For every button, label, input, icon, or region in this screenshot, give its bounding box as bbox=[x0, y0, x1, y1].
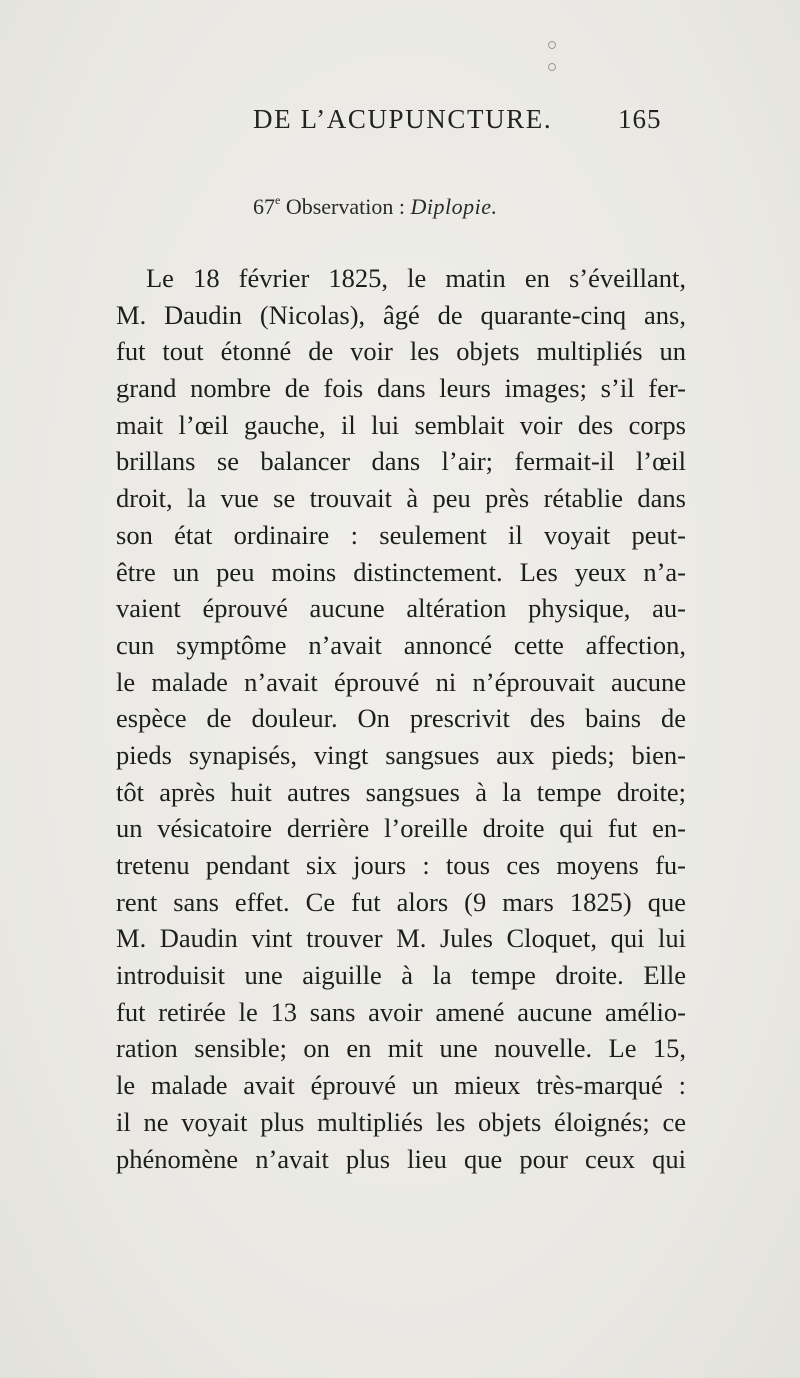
observation-label: Observation : bbox=[285, 194, 405, 219]
text-line: il ne voyait plus multipliés les objets éloignés; ce bbox=[116, 1106, 686, 1137]
paper-speck bbox=[548, 41, 556, 49]
paragraph bbox=[116, 260, 686, 1177]
text-line: droit, la vue se trouvait à peu près rétablie dans bbox=[116, 483, 686, 514]
text-line: ration sensible; on en mit une nouvelle. Le 15, bbox=[116, 1033, 686, 1064]
page-number: 165 bbox=[618, 104, 662, 134]
text-line: Le 18 février 1825, le matin en s’éveillant, bbox=[146, 263, 686, 293]
text-line: M. Daudin vint trouver M. Jules Cloquet, qui lui bbox=[116, 923, 686, 954]
observation-subject: Diplopie. bbox=[410, 194, 498, 219]
observation-heading bbox=[253, 194, 497, 220]
text-line: son état ordinaire : seulement il voyait peut- bbox=[116, 519, 686, 550]
text-line: fut retirée le 13 sans avoir amené aucune amélio- bbox=[116, 996, 686, 1027]
paper-speck bbox=[548, 63, 556, 71]
observation-number-suffix: e bbox=[275, 192, 281, 207]
text-line: cun symptôme n’avait annoncé cette affection, bbox=[116, 629, 686, 660]
observation-number: 67 bbox=[253, 194, 275, 219]
text-line: grand nombre de fois dans leurs images; s’il fer- bbox=[116, 373, 686, 404]
text-line: le malade avait éprouvé un mieux très-marqué : bbox=[116, 1070, 686, 1101]
text-line: espèce de douleur. On prescrivit des bains de bbox=[116, 703, 686, 734]
text-line: phénomène n’avait plus lieu que pour ceux qui bbox=[116, 1143, 686, 1174]
text-line: mait l’œil gauche, il lui semblait voir des corps bbox=[116, 409, 686, 440]
text-line: fut tout étonné de voir les objets multipliés un bbox=[116, 336, 686, 367]
text-line: pieds synapisés, vingt sangsues aux pieds; bien- bbox=[116, 739, 686, 770]
text-line: introduisit une aiguille à la tempe droite. Elle bbox=[116, 960, 686, 991]
text-line: un vésicatoire derrière l’oreille droite qui fut en- bbox=[116, 813, 686, 844]
running-head bbox=[0, 104, 800, 140]
text-line: le malade n’avait éprouvé ni n’éprouvait aucune bbox=[116, 666, 686, 697]
text-line: tôt après huit autres sangsues à la tempe droite; bbox=[116, 776, 686, 807]
text-line: être un peu moins distinctement. Les yeux n’a- bbox=[116, 556, 686, 587]
text-line: tretenu pendant six jours : tous ces moyens fu- bbox=[116, 850, 686, 880]
running-title: DE L’ACUPUNCTURE. bbox=[253, 104, 553, 134]
text-line: M. Daudin (Nicolas), âgé de quarante-cinq ans, bbox=[116, 299, 686, 330]
text-line: vaient éprouvé aucune altération physique, au- bbox=[116, 593, 686, 624]
text-line: rent sans effet. Ce fut alors (9 mars 1825) que bbox=[116, 886, 686, 917]
text-line: brillans se balancer dans l’air; fermait-il l’œil bbox=[116, 446, 686, 477]
